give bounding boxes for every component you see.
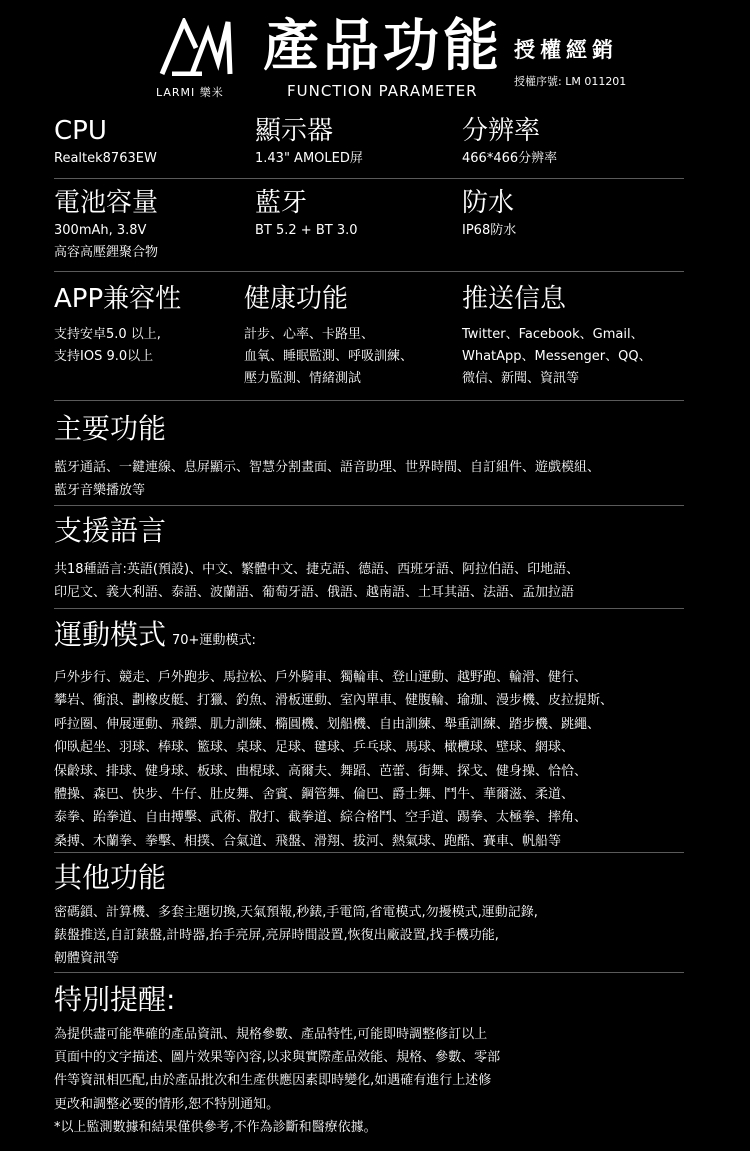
divider <box>54 852 684 853</box>
spec-waterproof <box>462 188 516 242</box>
section-heading-text: 運動模式 <box>54 618 167 651</box>
spec-notifications <box>462 284 652 390</box>
section-heading: 特別提醒: <box>54 983 176 1016</box>
section-other-functions <box>54 861 704 970</box>
spec-heading: APP兼容性 <box>54 284 182 314</box>
larmi-logo <box>158 18 234 76</box>
spec-battery <box>54 188 158 264</box>
spec-heading: 推送信息 <box>462 284 567 314</box>
section-text: 為提供盡可能準確的產品資訊、規格參數、產品特性,可能即時調整修訂以上 頁面中的文字描述、圖片效果等內容,以求與實際產品效能、規格、參數、零部 件等資訊相匹配,由於產品批次和生產供應因素即時變化,如遇確有進行上述修 更改和調整必要的情形,恕不特別通知。 *以上監測數據和結果僅供參考,不作為診斷和醫療依據。 <box>54 1027 501 1135</box>
section-main-functions <box>54 412 704 502</box>
divider <box>54 505 684 506</box>
spec-text: 300mAh, 3.8V 高容高壓鋰聚合物 <box>54 223 159 260</box>
section-text: 密碼鎖、計算機、多套主題切換,天氣預報,秒錶,手電筒,省電模式,勿擾模式,運動記錄, 錶盤推送,自訂錶盤,計時器,抬手亮屏,亮屏時間設置,恢復出廠設置,找手機功能, 韌體資訊等 <box>54 905 538 966</box>
authorized-dealer-label: 授權經銷 <box>514 38 618 62</box>
section-notice <box>54 983 704 1139</box>
spec-display <box>255 116 363 170</box>
section-heading: 其他功能 <box>54 861 167 894</box>
authorization-number: 授權序號: LM 011201 <box>514 75 627 88</box>
page-title: 產品功能 <box>263 14 503 79</box>
spec-heading: CPU <box>54 116 107 146</box>
divider <box>54 178 684 179</box>
section-heading <box>54 618 704 658</box>
section-heading: 支援語言 <box>54 514 167 547</box>
spec-text: Realtek8763EW <box>54 151 157 166</box>
spec-heading: 分辨率 <box>462 116 541 146</box>
spec-heading: 顯示器 <box>255 116 334 146</box>
spec-bluetooth <box>255 188 358 242</box>
spec-heading: 電池容量 <box>54 188 159 218</box>
spec-text: 支持安卓5.0 以上, 支持IOS 9.0以上 <box>54 327 161 364</box>
section-languages <box>54 514 704 604</box>
divider <box>54 400 684 401</box>
spec-app-compat <box>54 284 181 368</box>
spec-text: 計步、心率、卡路里、 血氧、睡眠監測、呼吸訓練、 壓力監測、情緒測試 <box>244 327 414 386</box>
spec-text: BT 5.2 + BT 3.0 <box>255 223 358 238</box>
spec-heading: 防水 <box>462 188 515 218</box>
section-text: 共18種語言:英語(預設)、中文、繁體中文、捷克語、德語、西班牙語、阿拉伯語、印地語、 印尼文、義大利語、泰語、波蘭語、葡萄牙語、俄語、越南語、土耳其語、法語、孟加拉語 <box>54 562 580 600</box>
divider <box>54 608 684 609</box>
divider <box>54 972 684 973</box>
spec-cpu <box>54 116 157 170</box>
spec-text: 1.43" AMOLED屏 <box>255 151 363 166</box>
spec-heading: 健康功能 <box>244 284 349 314</box>
spec-heading: 藍牙 <box>255 188 308 218</box>
divider <box>54 271 684 272</box>
section-heading: 主要功能 <box>54 412 167 445</box>
section-sport-modes <box>54 618 704 853</box>
spec-text: IP68防水 <box>462 223 517 238</box>
spec-health <box>244 284 413 390</box>
section-text: 藍牙通話、一鍵連線、息屏顯示、智慧分割畫面、語音助理、世界時間、自訂組件、遊戲模組、 藍牙音樂播放等 <box>54 460 601 498</box>
page-subtitle: FUNCTION PARAMETER <box>287 82 478 100</box>
brand-name: LARMI 樂米 <box>156 86 224 99</box>
section-text: 戶外步行、競走、戶外跑步、馬拉松、戶外騎車、獨輪車、登山運動、越野跑、輪滑、健行、 攀岩、衝浪、劃橡皮艇、打獵、釣魚、滑板運動、室內單車、健腹輪、瑜珈、漫步機、皮拉提斯、 呼拉圈、伸展運動、飛鏢、肌力訓練、橢圓機、划船機、自由訓練、舉重訓練、踏步機、跳繩、 仰臥起坐、羽球、棒球、籃球、桌球、足球、毽球、乒乓球、馬球、橄欖球、壁球、網球、 保齡球、排球、健身球、板球、曲棍球、高爾夫、舞蹈、芭蕾、街舞、探戈、健身操、恰恰、 體操、森巴、快步、牛仔、肚皮舞、舍賓、鋼管舞、倫巴、爵士舞、鬥牛、華爾滋、柔道、 泰拳、跆拳道、自由搏擊、武術、散打、截拳道、綜合格鬥、空手道、踢拳、太極拳、摔角、 桑搏、木蘭拳、拳擊、相撲、合氣道、飛盤、滑翔、拔河、熱氣球、跑酷、賽車、帆船等 <box>54 670 614 849</box>
spec-resolution <box>462 116 557 170</box>
spec-text: Twitter、Facebook、Gmail、 WhatApp、Messenger、QQ、 微信、新聞、資訊等 <box>462 327 652 386</box>
sport-count-note: 70+運動模式: <box>172 633 256 648</box>
spec-text: 466*466分辨率 <box>462 151 558 166</box>
